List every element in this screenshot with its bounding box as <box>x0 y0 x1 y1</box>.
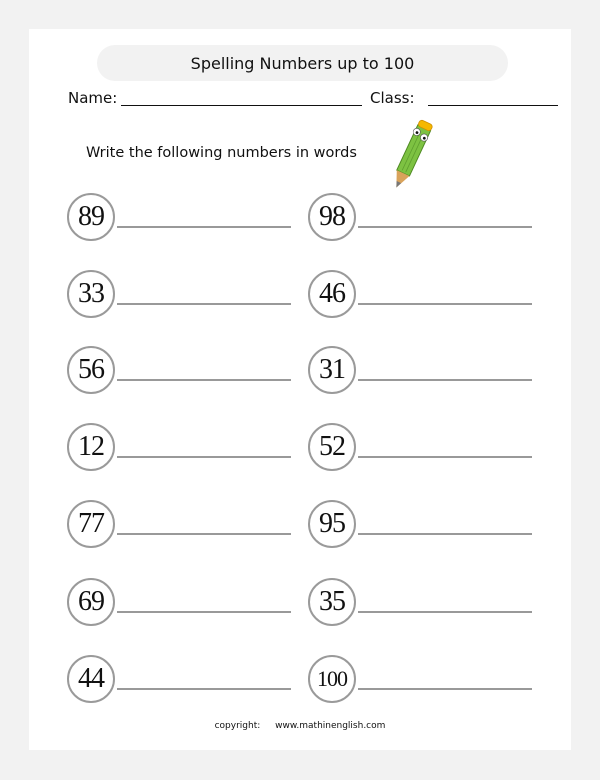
answer-field[interactable] <box>358 611 532 613</box>
class-label: Class: <box>370 89 415 107</box>
site-link[interactable]: www.mathinenglish.com <box>275 721 386 731</box>
name-label: Name: <box>68 89 118 107</box>
number-circle: 77 <box>67 500 115 548</box>
copyright-label: copyright: <box>214 721 261 731</box>
number-circle: 69 <box>67 578 115 626</box>
instruction-text: Write the following numbers in words <box>86 145 357 161</box>
number-circle: 31 <box>308 346 356 394</box>
number-circle: 95 <box>308 500 356 548</box>
answer-field[interactable] <box>358 226 532 228</box>
answer-field[interactable] <box>117 533 291 535</box>
class-field[interactable] <box>428 105 558 106</box>
pencil-icon <box>384 115 440 193</box>
number-circle: 56 <box>67 346 115 394</box>
name-field[interactable] <box>121 105 362 106</box>
answer-field[interactable] <box>117 379 291 381</box>
number-circle: 33 <box>67 270 115 318</box>
answer-field[interactable] <box>117 226 291 228</box>
footer <box>29 721 571 731</box>
number-circle: 89 <box>67 193 115 241</box>
worksheet-title <box>97 45 508 81</box>
answer-field[interactable] <box>358 303 532 305</box>
number-circle: 35 <box>308 578 356 626</box>
answer-field[interactable] <box>358 688 532 690</box>
number-circle: 12 <box>67 423 115 471</box>
number-circle: 52 <box>308 423 356 471</box>
answer-field[interactable] <box>358 533 532 535</box>
number-circle: 98 <box>308 193 356 241</box>
number-circle: 44 <box>67 655 115 703</box>
answer-field[interactable] <box>117 303 291 305</box>
answer-field[interactable] <box>117 611 291 613</box>
title-text: Spelling Numbers up to 100 <box>190 53 415 73</box>
number-circle: 100 <box>308 655 356 703</box>
number-circle: 46 <box>308 270 356 318</box>
worksheet-page <box>29 29 571 750</box>
answer-field[interactable] <box>358 456 532 458</box>
answer-field[interactable] <box>117 456 291 458</box>
answer-field[interactable] <box>358 379 532 381</box>
answer-field[interactable] <box>117 688 291 690</box>
